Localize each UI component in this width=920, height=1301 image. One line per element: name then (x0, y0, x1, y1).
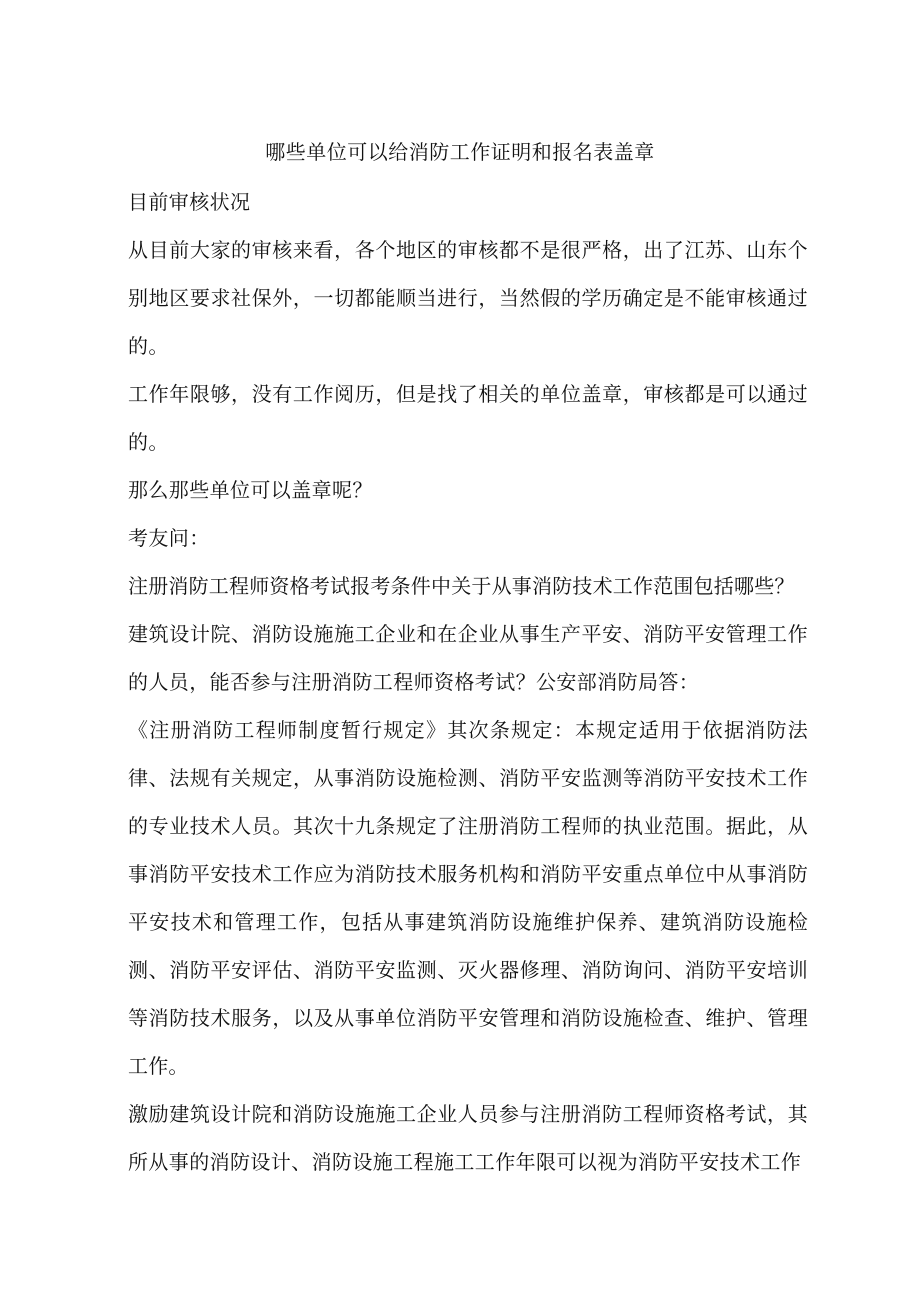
paragraph: 《注册消防工程师制度暂行规定》其次条规定：本规定适用于依据消防法律、法规有关规定，从事消防设施检测、消防平安监测等消防平安技术工作的专业技术人员。其次十九条规定了注册消防工程师的执业范围。据此，从事消防平安技术工作应为消防技术服务机构和消防平安重点单位中从事消防平安技术和管理工作，包括从事建筑消防设施维护保养、建筑消防设施检测、消防平安评估、消防平安监测、灭火器修理、消防询问、消防平安培训等消防技术服务，以及从事单位消防平安管理和消防设施检查、维护、管理工作。 (128, 718, 808, 1078)
document-body (128, 178, 808, 1186)
paragraph: 那么那些单位可以盖章呢？ (128, 478, 373, 502)
paragraph: 注册消防工程师资格考试报考条件中关于从事消防技术工作范围包括哪些？ (128, 574, 795, 598)
paragraph: 工作年限够，没有工作阅历，但是找了相关的单位盖章，审核都是可以通过的。 (128, 382, 808, 454)
paragraph: 从目前大家的审核来看，各个地区的审核都不是很严格，出了江苏、山东个别地区要求社保外，一切都能顺当进行，当然假的学历确定是不能审核通过的。 (128, 238, 808, 358)
document-title: 哪些单位可以给消防工作证明和报名表盖章 (265, 140, 655, 164)
paragraph: 建筑设计院、消防设施施工企业和在企业从事生产平安、消防平安管理工作的人员，能否参与注册消防工程师资格考试？公安部消防局答： (128, 622, 808, 694)
section-heading: 目前审核状况 (128, 190, 251, 214)
paragraph: 激励建筑设计院和消防设施施工企业人员参与注册消防工程师资格考试，其所从事的消防设计、消防设施工程施工工作年限可以视为消防平安技术工作 (128, 1102, 808, 1174)
paragraph: 考友问： (128, 526, 210, 550)
